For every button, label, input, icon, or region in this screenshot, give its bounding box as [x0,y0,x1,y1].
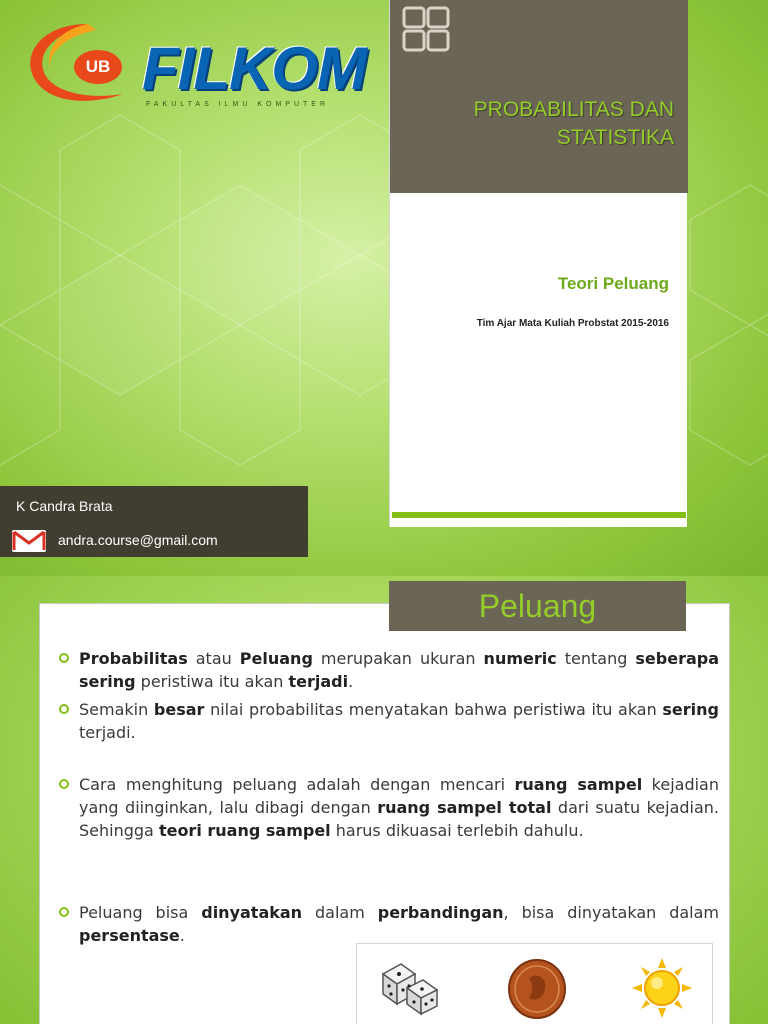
title-panel [389,0,687,527]
presentation-title: PROBABILITAS DAN STATISTIKA [473,98,674,149]
filkom-logo [18,14,378,114]
bullet-item [59,901,719,947]
bullet-bold-text: Peluang [239,649,313,668]
bullet-bold-text: perbandingan [377,903,504,922]
illustration-frame [356,943,713,1024]
bullet-text: nilai probabilitas menyatakan bahwa peristiwa itu akan [204,700,663,719]
bullet-text: peristiwa itu akan [135,672,289,691]
logo-wordmark: FILKOM [142,35,366,102]
bullet-text: tentang [556,649,636,668]
team-credit: Tim Ajar Mata Kuliah Probstat 2015-2016 [476,318,669,329]
bullet-bold-text: ruang sampel [514,775,643,794]
coin-icon [507,958,567,1020]
grid-icon [402,6,450,52]
bullet-bold-text: besar [153,700,205,719]
bullet-text: atau [187,649,240,668]
heading-block [389,581,686,631]
bullet-dot-icon [59,704,69,714]
bullet-text: Semakin [79,700,154,719]
dice-icon [379,960,439,1016]
bullet-text: merupakan ukuran [312,649,484,668]
author-box [0,486,308,557]
bullet-bold-text: dinyatakan [201,903,303,922]
bullet-bold-text: terjadi [288,672,349,691]
bullet-text: , bisa dinyatakan dalam [503,903,720,922]
accent-bar [392,512,686,518]
bullet-bold-text: Probabilitas [79,649,188,668]
author-name: K Candra Brata [16,498,113,514]
bullet-text: dari suatu kejadian. Sehingga [79,798,720,840]
bullet-item [59,773,719,842]
bullet-text: dalam [302,903,378,922]
bullet-text: Cara menghitung peluang adalah dengan mencari [79,775,515,794]
bullet-bold-text: numeric [483,649,557,668]
content-slide [0,576,768,1024]
bullet-dot-icon [59,907,69,917]
logo-tagline: FAKULTAS ILMU KOMPUTER [146,101,330,108]
bullet-bold-text: sering [662,700,719,719]
author-email[interactable]: andra.course@gmail.com [58,532,218,548]
bullet-text: harus dikuasai terlebih dahulu. [330,821,584,840]
bullet-text: . [179,926,185,945]
bullet-text: . [348,672,354,691]
bullet-text: Peluang bisa [79,903,202,922]
slide-heading: Peluang [478,588,597,624]
bullet-bold-text: ruang sampel total [377,798,552,817]
bullet-bold-text: persentase [79,926,180,945]
bullet-bold-text: seberapa sering [79,649,720,691]
logo-ub-text: UB [85,57,111,76]
bullet-item [59,698,719,744]
sun-icon [632,958,692,1018]
bullet-text: terjadi. [79,723,136,742]
bullet-item [59,647,719,693]
bullet-bold-text: teori ruang sampel [158,821,331,840]
gmail-icon [12,530,46,552]
presentation-subtitle: Teori Peluang [557,274,669,293]
bullet-text: kejadian yang diinginkan, lalu dibagi dengan [79,775,719,817]
bullet-dot-icon [59,653,69,663]
title-header-block [390,0,688,193]
bullet-dot-icon [59,779,69,789]
